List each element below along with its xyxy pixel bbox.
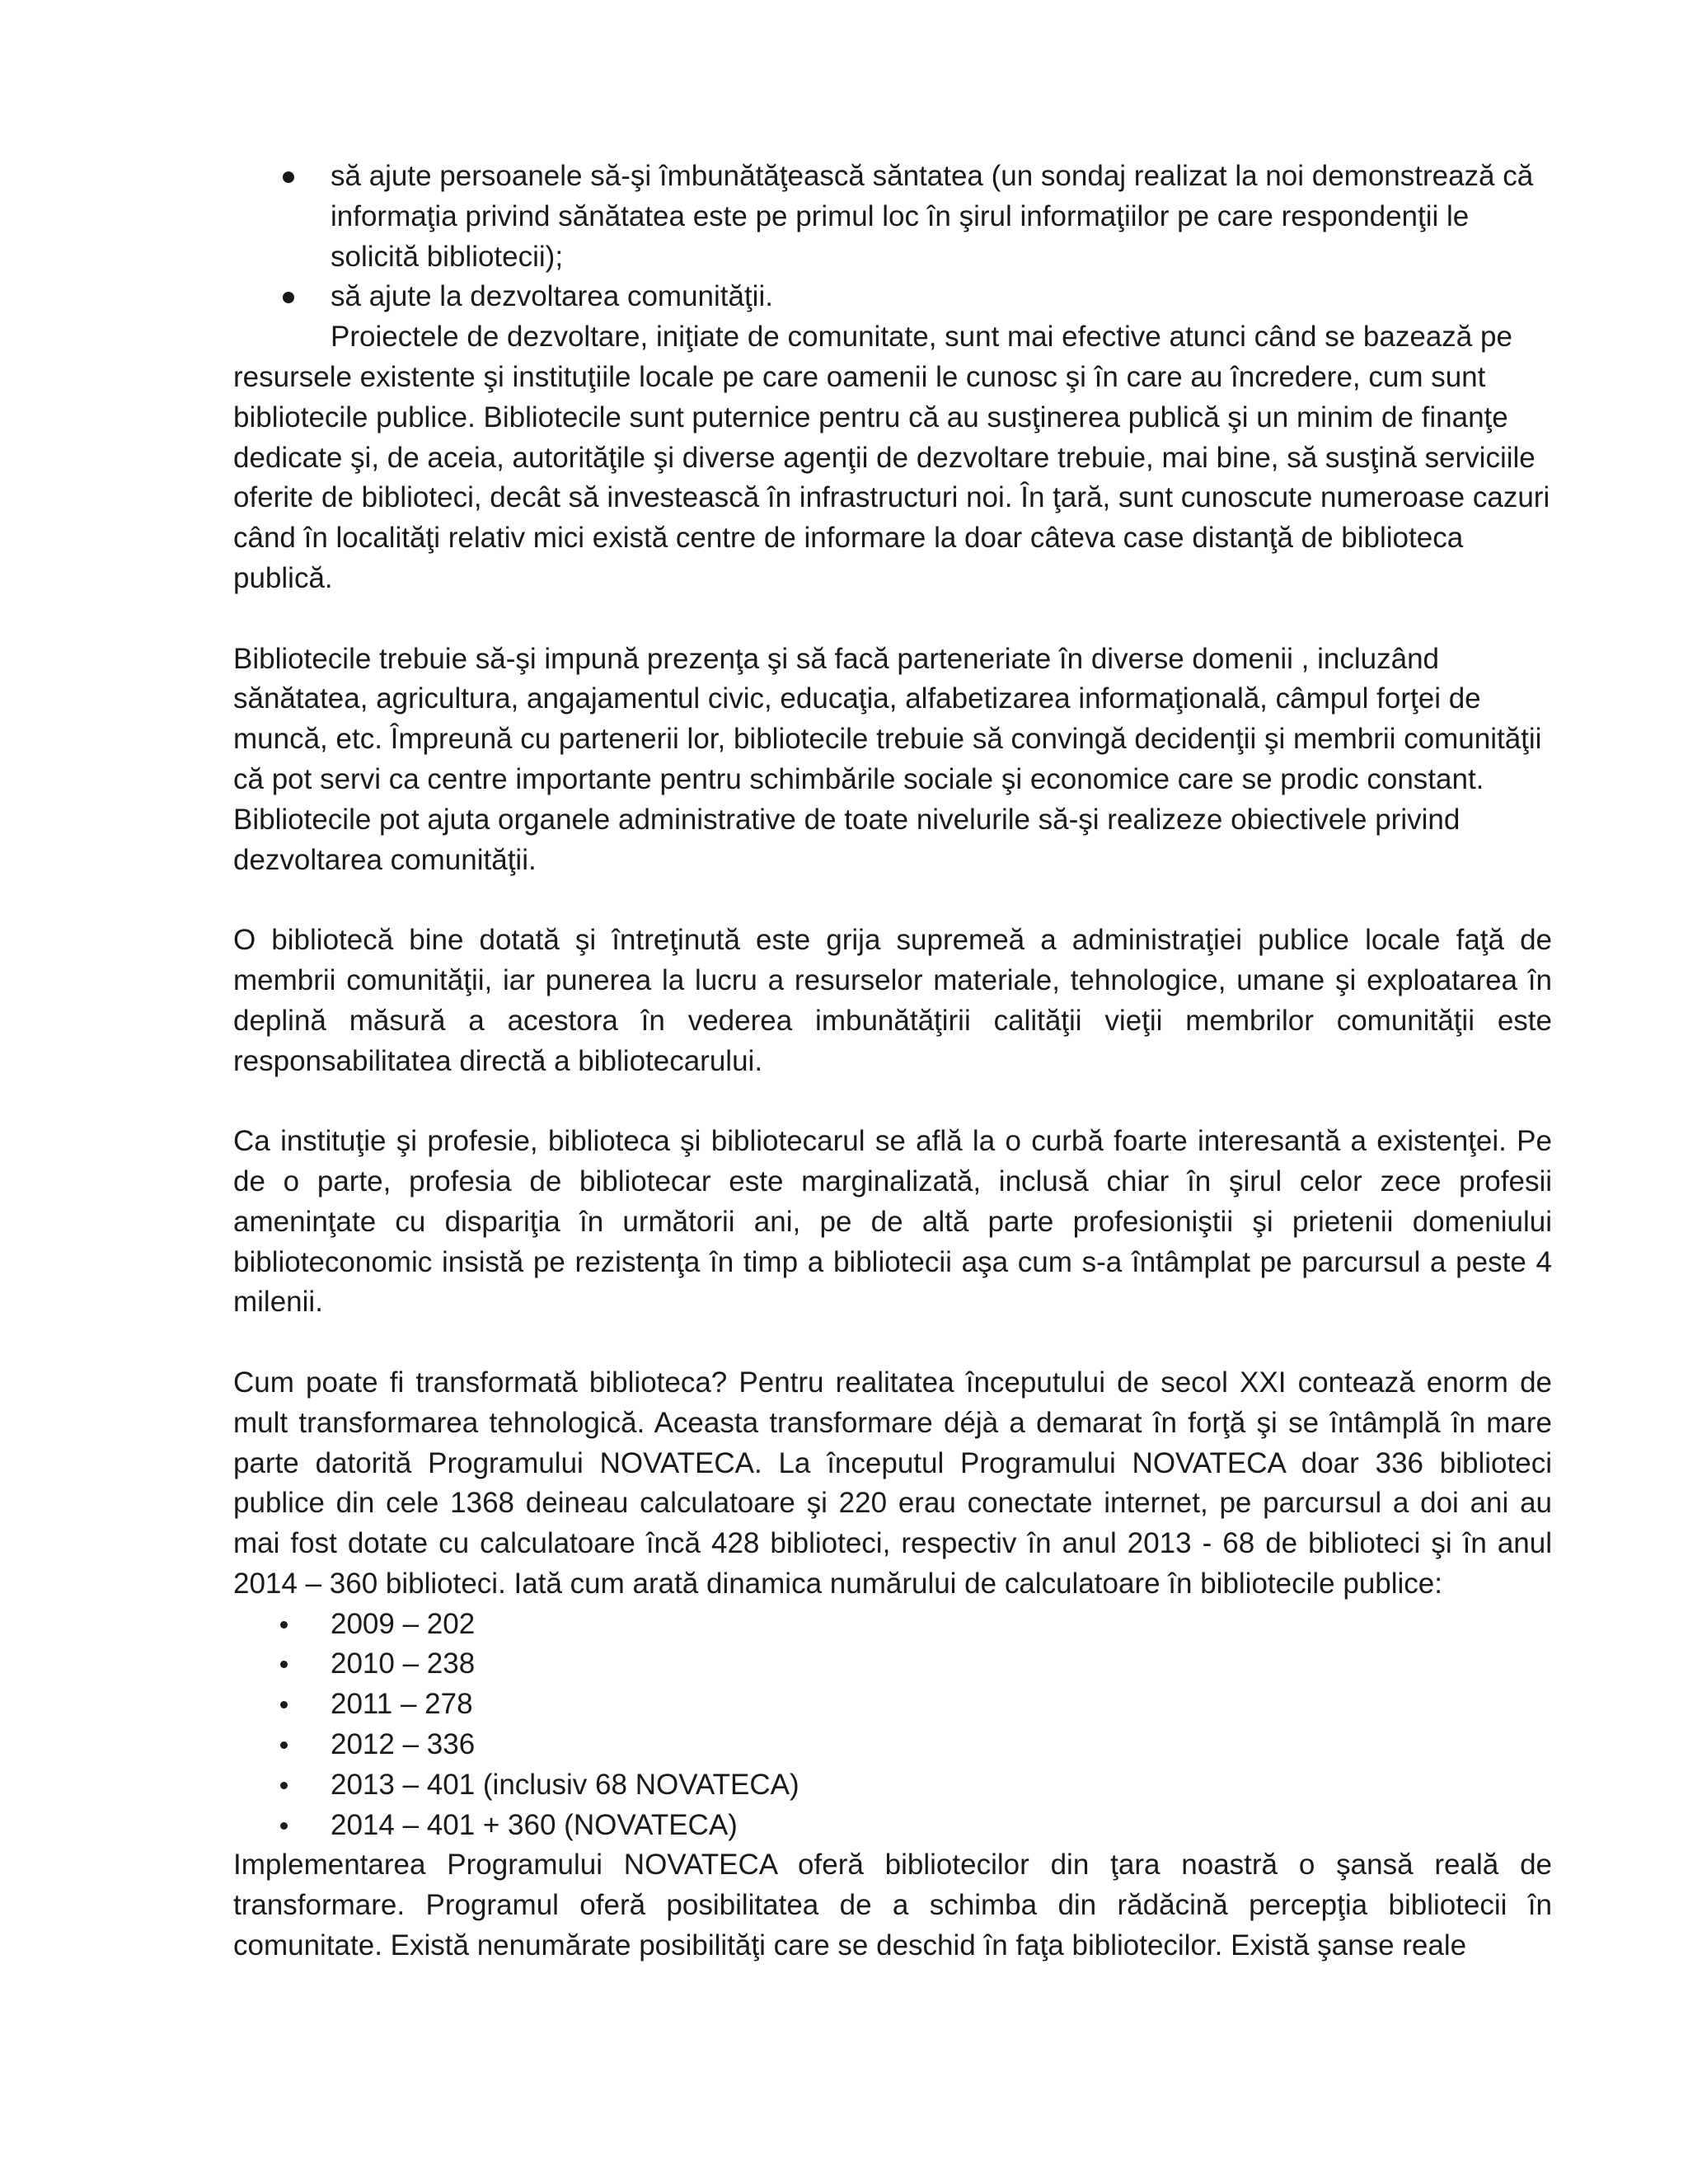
bullet-icon bbox=[280, 1741, 288, 1749]
list-item bbox=[233, 1605, 1552, 1645]
bullet-icon bbox=[280, 1661, 288, 1668]
bullet-icon bbox=[283, 292, 294, 303]
list-item-text: 2009 – 202 bbox=[331, 1607, 476, 1640]
document-page bbox=[233, 157, 1552, 1966]
computers-by-year-list bbox=[233, 1605, 1552, 1846]
paragraph-library-care: O bibliotecă bine dotată şi întreţinută este grija supremeă a administraţiei publice locale faţă de membrii comunităţii, iar punerea la lucru a resurselor materiale, tehnologice, umane şi exploatarea în deplină măsură a acestora în vederea imbunătăţirii calităţii vieţii membrilor comunităţii este responsabilitatea directă a bibliotecarului. bbox=[233, 924, 1552, 1077]
paragraph-implementation: Implementarea Programului NOVATECA oferă bibliotecilor din ţara noastră o şansă reală de transformare. Programul oferă posibilitatea de a schimba din rădăcină percepţia bibliotecii în comunitate. Există nenumărate posibilităţi care se deschid în faţa bibliotecilor. Există şanse reale bbox=[233, 1849, 1552, 1962]
list-item bbox=[233, 277, 1552, 317]
bullet-icon bbox=[280, 1782, 288, 1789]
bullet-icon bbox=[280, 1701, 288, 1708]
paragraph-transformation: Cum poate fi transformată biblioteca? Pentru realitatea începutului de secol XXI contează enorm de mult transformarea tehnologică. Aceasta transformare déjà a demarat în forţă şi se întâmplă în mare parte datorită Programului NOVATECA. La începutul Programului NOVATECA doar 336 biblioteci publice din cele 1368 deineau calculatoare şi 220 erau conectate internet, pe parcursul a doi ani au mai fost dotate cu calculatoare încă 428 biblioteci, respectiv în anul 2013 - 68 de biblioteci şi în anul 2014 – 360 biblioteci. Iată cum arată dinamica numărului de calculatoare în bibliotecile publice: bbox=[233, 1366, 1552, 1600]
paragraph-partnerships: Bibliotecile trebuie să-şi impună prezenţa şi să facă parteneriate în diverse domenii , incluzând sănătatea, agricultura, angajamentul civic, educaţia, alfabetizarea informaţională, câmpul forţei de muncă, etc. Împreună cu partenerii lor, bibliotecile trebuie să convingă decidenţii şi membrii comunităţii că pot servi ca centre importante pentru schimbările sociale şi economice care se prodic constant. Bibliotecile pot ajuta organele administrative de toate nivelurile să-şi realizeze obiectivele privind dezvoltarea comunităţii. bbox=[233, 642, 1542, 876]
list-item-text: 2012 – 336 bbox=[331, 1728, 476, 1761]
list-item-text: 2013 – 401 (inclusiv 68 NOVATECA) bbox=[331, 1768, 799, 1801]
list-item-text: 2010 – 238 bbox=[331, 1647, 476, 1680]
list-item bbox=[233, 157, 1552, 277]
list-item bbox=[233, 1685, 1552, 1725]
list-item-text: 2011 – 278 bbox=[331, 1688, 473, 1721]
list-item-text: să ajute la dezvoltarea comunităţii. bbox=[331, 280, 773, 313]
list-item bbox=[233, 1725, 1552, 1765]
paragraph-development-projects: Proiectele de dezvoltare, iniţiate de comunitate, sunt mai efective atunci când se bazează pe resursele existente şi instituţiile locale pe care oamenii le cunosc şi în care au încredere, cum sunt bibliotecile publice. Bibliotecile sunt puternice pentru că au susţinerea publică şi un minim de finanţe dedicate şi, de aceia, autorităţile şi diverse agenţii de dezvoltare trebuie, mai bine, să susţină serviciile oferite de biblioteci, decât să investească în infrastructuri noi. În ţară, sunt cunoscute numeroase cazuri când în localităţi relativ mici există centre de informare la doar câteva case distanţă de biblioteca publică. bbox=[233, 321, 1550, 594]
list-item-text: să ajute persoanele să-şi îmbunătăţească săntatea (un sondaj realizat la noi demonstrează că informaţia privind sănătatea este pe primul loc în şirul informaţiilor pe care respondenţii le solicită bibliotecii); bbox=[331, 160, 1534, 273]
list-item-text: 2014 – 401 + 360 (NOVATECA) bbox=[331, 1808, 738, 1841]
list-item bbox=[233, 1644, 1552, 1685]
list-item bbox=[233, 1806, 1552, 1846]
bullet-icon bbox=[280, 1822, 288, 1830]
bullet-icon bbox=[283, 171, 294, 183]
list-item bbox=[233, 1765, 1552, 1806]
bullet-icon bbox=[280, 1621, 288, 1629]
intro-bullet-list bbox=[233, 157, 1552, 317]
paragraph-institution-profession: Ca instituţie şi profesie, biblioteca şi bibliotecarul se află la o curbă foarte interesantă a existenţei. Pe de o parte, profesia de bibliotecar este marginalizată, inclusă chiar în şirul celor zece profesii ameninţate cu dispariţia în următorii ani, pe de altă parte profesioniştii şi prietenii domeniului biblioteconomic insistă pe rezistenţa în timp a bibliotecii aşa cum s-a întâmplat pe parcursul a peste 4 milenii. bbox=[233, 1125, 1552, 1319]
